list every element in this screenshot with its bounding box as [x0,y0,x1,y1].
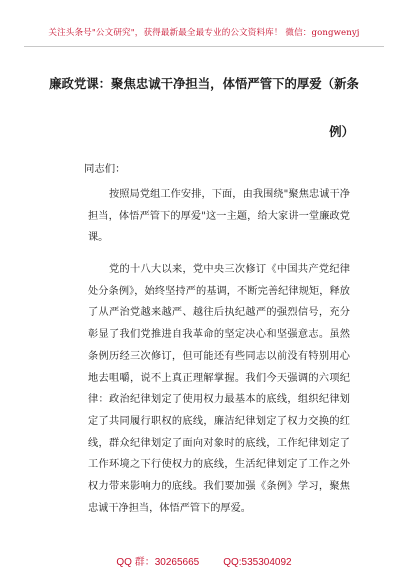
footer-qq-group: QQ 群：30265665 [116,557,200,568]
page-header [24,12,384,47]
salutation: 同志们： [84,163,126,175]
document-title: 廉政党课：聚焦忠诚干净担当，体悟严管下的厚爱（新条 [49,76,359,91]
footer-qq: QQ:535304092 [223,557,292,568]
paragraph-intro: 按照局党组工作安排，下面，由我围绕"聚焦忠诚干净担当，体悟严管下的厚爱"这一主题，给大家讲一堂廉政党课。 [88,189,350,244]
document-title-continuation: 例） [329,124,354,139]
header-notice: 关注头条号"公文研究"，获得最新最全最专业的公文资料库！ 微信：gongwenyj [48,28,360,38]
paragraph-main: 党的十八大以来，党中央三次修订《中国共产党纪律处分条例》，始终坚持严的基调，不断完善纪律规矩，释放了从严治党越来越严、越往后执纪越严的强烈信号，充分彰显了我们党推进自我革命的坚定决心和坚强意志。虽然条例历经三次修订，但可能还有些同志以前没有特别用心地去咀嚼，说不上真正理解掌握。我们今天强调的六项纪律：政治纪律划定了使用权力最基本的底线，组织纪律划定了共同履行职权的底线，廉洁纪律划定了权力交换的红线，群众纪律划定了面向对象时的底线，工作纪律划定了工作环境之下行使权力的底线，生活纪律划定了工作之外权力带来影响力的底线。我们要加强《条例》学习，聚焦忠诚干净担当，体悟严管下的厚爱。 [88,264,350,514]
page-footer [0,553,408,568]
